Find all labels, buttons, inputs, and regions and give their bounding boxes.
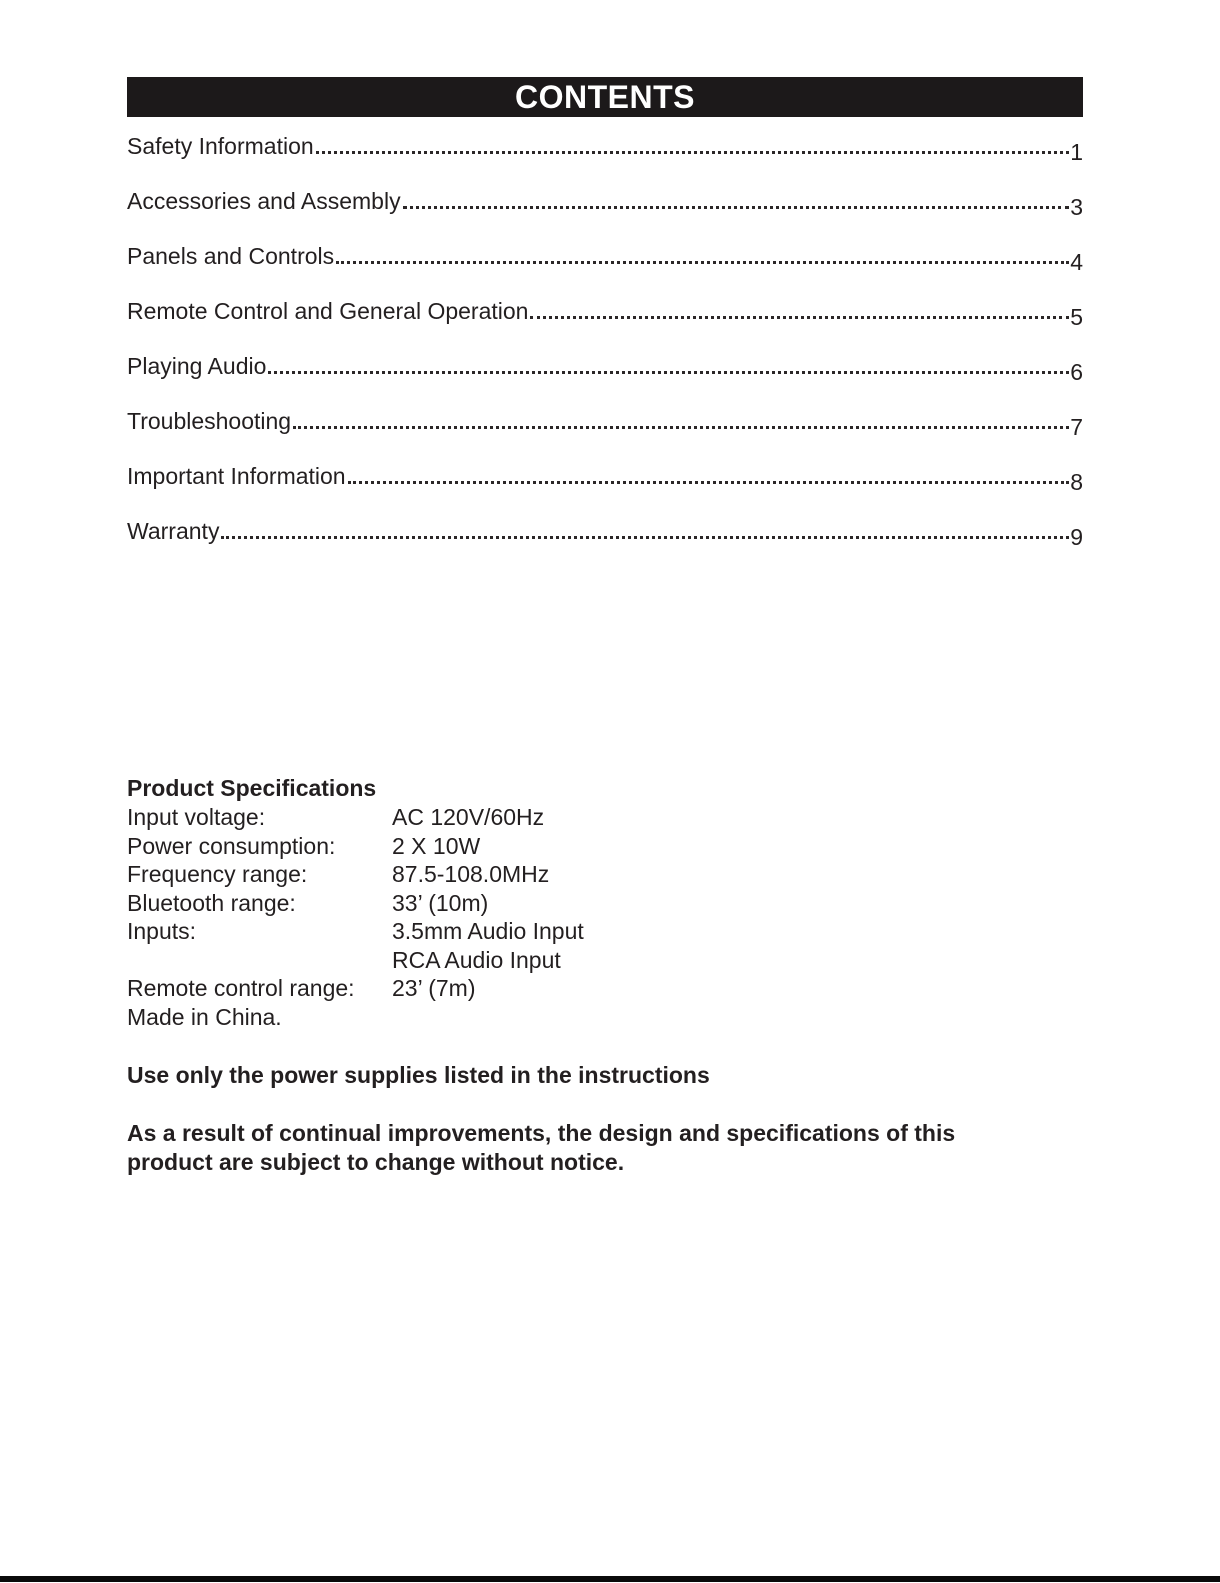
toc-entry-safety-information [127,131,1083,165]
toc-entry-playing-audio [127,351,1083,385]
spec-value: 33’ (10m) [392,889,489,916]
toc-entry-warranty [127,516,1083,550]
specs-heading: Product Specifications [127,775,377,801]
product-specifications-section [127,774,1083,1031]
change-notice-line-1: As a result of continual improvements, the design and specifications of this [127,1120,956,1146]
specifications-change-notice [127,1119,1083,1177]
spec-label: Inputs: [127,918,197,944]
spec-row-power-consumption [127,832,1083,861]
toc-entry-panels-and-controls [127,241,1083,275]
table-of-contents [127,131,1083,550]
spec-label: Frequency range: [127,861,308,887]
toc-entry-page-number: 3 [1070,194,1083,220]
spec-label: Power consumption: [127,832,336,859]
spec-value: 87.5-108.0MHz [392,861,550,887]
spec-row-inputs [127,917,1083,946]
power-supply-notice: Use only the power supplies listed in the instructions [127,1062,710,1088]
toc-entry-page-number: 8 [1070,469,1083,495]
toc-entry-troubleshooting [127,406,1083,440]
toc-entry-label: Important Information [127,463,346,489]
toc-entry-label: Safety Information [127,133,314,159]
page-bottom-edge-bar [0,1576,1220,1582]
page-title: CONTENTS [515,78,695,115]
spec-value: 23’ (7m) [392,975,476,1001]
toc-entry-page-number: 4 [1070,249,1083,275]
dot-leader [268,371,1069,374]
page-content [127,77,1083,1177]
contents-header-bar [127,77,1083,117]
spec-value: 2 X 10W [392,832,481,859]
dot-leader [316,151,1070,154]
toc-entry-page-number: 9 [1070,524,1083,550]
spec-row-input-voltage [127,803,1083,832]
spec-label: Remote control range: [127,975,355,1001]
spec-label [127,946,392,975]
spec-row-remote-control-range [127,974,1083,1003]
toc-entry-accessories-and-assembly [127,186,1083,220]
change-notice-line-2: product are subject to change without notice. [127,1149,625,1175]
dot-leader [336,261,1069,264]
toc-entry-page-number: 6 [1070,359,1083,385]
spec-value: RCA Audio Input [392,946,561,973]
toc-entry-important-information [127,461,1083,495]
toc-entry-page-number: 7 [1070,414,1083,440]
spec-row-rca-input [127,946,1083,975]
dot-leader [348,481,1070,484]
spec-label: Bluetooth range: [127,889,296,916]
spec-label: Input voltage: [127,804,266,830]
dot-leader [221,536,1069,539]
toc-entry-remote-control-and-general-operation [127,296,1083,330]
toc-entry-page-number: 5 [1070,304,1083,330]
dot-leader [530,316,1069,319]
toc-entry-label: Accessories and Assembly [127,188,401,214]
dot-leader [403,206,1070,209]
toc-entry-page-number: 1 [1070,139,1083,165]
spec-value: 3.5mm Audio Input [392,918,584,944]
toc-entry-label: Panels and Controls [127,243,335,269]
toc-entry-label: Remote Control and General Operation [127,298,529,324]
toc-entry-label: Playing Audio [127,353,267,379]
spec-row-bluetooth-range [127,889,1083,918]
toc-entry-label: Warranty [127,518,220,544]
spec-row-frequency-range [127,860,1083,889]
toc-entry-label: Troubleshooting [127,408,292,434]
dot-leader [293,426,1069,429]
made-in-china-note: Made in China. [127,1003,282,1030]
spec-value: AC 120V/60Hz [392,804,545,830]
